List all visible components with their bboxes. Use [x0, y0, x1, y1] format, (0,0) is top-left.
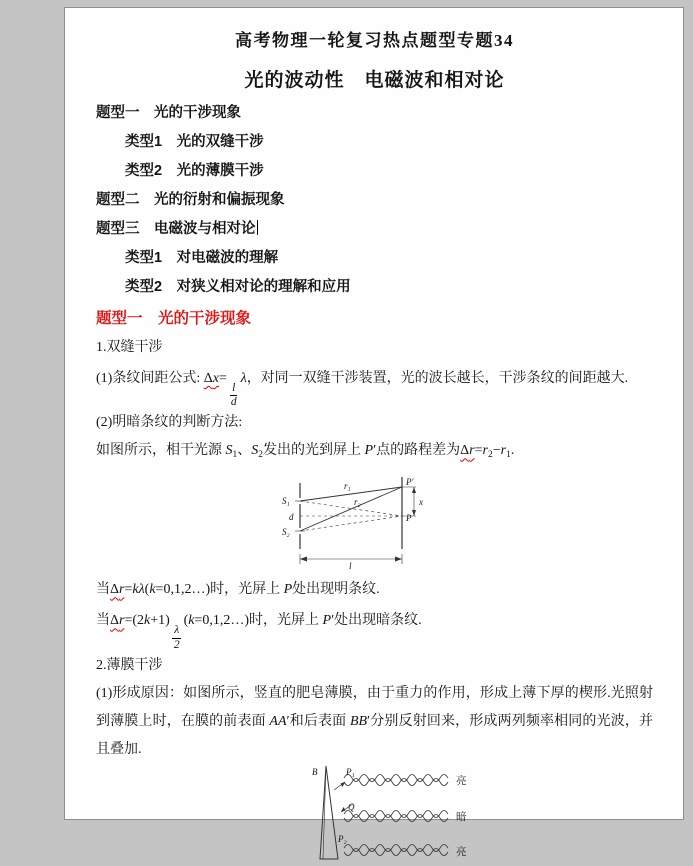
outline-item-6: [96, 244, 653, 273]
body-paragraph: 2.薄膜干涉: [96, 657, 163, 673]
label-b: B: [312, 766, 318, 777]
section-heading: 题型一 光的干涉现象: [96, 310, 252, 327]
body-paragraph: (2)明暗条纹的判断方法:: [96, 415, 243, 431]
label-bright-bottom: 亮: [456, 845, 467, 858]
outline-item-label: 题型三 电磁波与相对论: [96, 221, 256, 237]
label-x: x: [418, 497, 423, 508]
outline-item-7: [96, 273, 653, 302]
label-l: l: [348, 561, 352, 572]
label-p1: P₁: [346, 766, 355, 777]
outline-item-label: 题型二 光的衍射和偏振现象: [96, 192, 285, 208]
text-cursor: [257, 220, 259, 235]
label-p-prime: P′: [405, 477, 413, 488]
outline-item-5: [96, 215, 653, 244]
label-d: d: [288, 512, 293, 523]
label-q: Q: [348, 801, 355, 812]
outline-item-3: [96, 157, 653, 186]
label-s1: S₁: [281, 496, 290, 507]
label-r2: r₂: [353, 497, 361, 508]
label-p: P: [405, 513, 411, 524]
outline: [96, 99, 653, 302]
label-r1: r₁: [343, 481, 351, 492]
outline-item-1: [96, 99, 653, 128]
body-paragraph-formula: 当Δr=(2k+1) $\frac{\lambda}{2}$ (k=0,1,2…)时，光屏上 P′处出现暗条纹.: [96, 613, 422, 651]
outline-item-2: [96, 128, 653, 157]
outline-item-4: [96, 186, 653, 215]
doc-subtitle: 光的波动性 电磁波和相对论: [244, 70, 505, 91]
body-paragraph: (1)形成原因：如图所示，竖直的肥皂薄膜，由于重力的作用，形成上薄下厚的楔形.光照射到薄膜上时，在膜的前表面 AA′和后表面 BB′分别反射回来，形成两列频率相同的光波，并且叠加.: [96, 685, 654, 757]
outline-item-label: 类型1 对电磁波的理解: [125, 250, 279, 266]
label-p2: P₂: [338, 833, 347, 844]
label-dark: 暗: [456, 810, 467, 823]
outline-item-label: 题型一 光的干涉现象: [96, 105, 241, 121]
outline-item-label: 类型1 光的双缝干涉: [125, 134, 264, 150]
body-paragraph: 当Δr=kλ(k=0,1,2…)时，光屏上 P处出现明条纹.: [96, 582, 380, 598]
double-slit-diagram-svg: [280, 469, 430, 571]
label-s2: S₂: [281, 527, 290, 538]
outline-item-label: 类型2 对狭义相对论的理解和应用: [125, 279, 351, 295]
double-slit-diagram: [96, 469, 653, 576]
doc-title: 高考物理一轮复习热点题型专题34: [235, 31, 514, 50]
thin-film-diagram-svg: [300, 764, 490, 861]
outline-item-label: 类型2 光的薄膜干涉: [125, 163, 264, 179]
body-paragraph: 如图所示，相干光源 $S_1$、$S_2$发出的光到屏上 P′点的路程差为$\Delta r=r_2-r_1$.: [96, 443, 515, 461]
document-page[interactable]: [64, 7, 684, 858]
thin-film-diagram: [96, 764, 653, 866]
body-paragraph: 1.双缝干涉: [96, 340, 163, 355]
body-paragraph-formula: (1)条纹间距公式: Δx= $\frac{l}{d}$ λ，对同一双缝干涉装置，光的波长越长，干涉条纹的间距越大.: [96, 371, 629, 409]
label-bright-top: 亮: [456, 774, 467, 787]
